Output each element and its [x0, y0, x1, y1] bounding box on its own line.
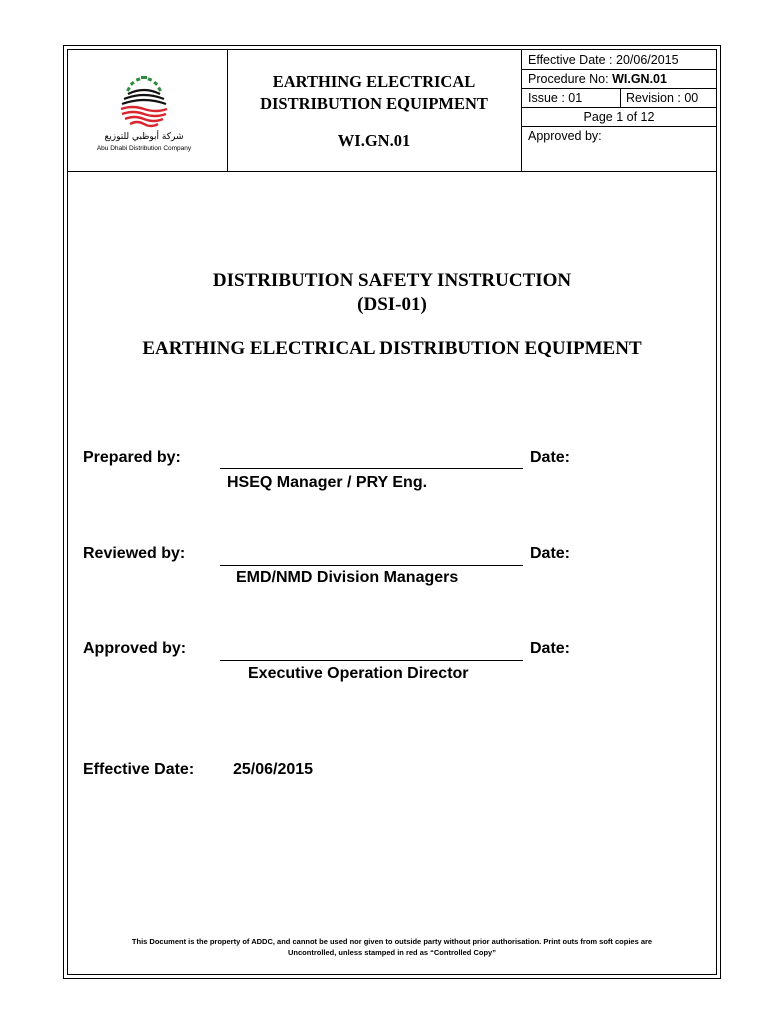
prepared-by-signature-line — [220, 468, 523, 469]
meta-procedure-label: Procedure No: — [528, 72, 613, 86]
meta-issue: Issue : 01 — [528, 91, 583, 105]
prepared-by-label: Prepared by: — [83, 449, 181, 466]
header-bottom-rule — [67, 171, 717, 172]
meta-rule-4 — [521, 126, 717, 127]
meta-rule-2 — [521, 88, 717, 89]
meta-procedure — [528, 72, 667, 86]
effective-date-label: Effective Date: — [83, 761, 195, 778]
effective-date-value: 25/06/2015 — [233, 761, 314, 778]
footer-disclaimer-line2: Uncontrolled, unless stamped in red as “Controlled Copy” — [288, 948, 496, 957]
meta-approved-by: Approved by: — [528, 129, 602, 143]
approved-by-label: Approved by: — [83, 640, 187, 657]
meta-rule-1 — [521, 69, 717, 70]
header-doc-code: WI.GN.01 — [337, 131, 411, 150]
reviewed-by-label: Reviewed by: — [83, 545, 186, 562]
approved-by-signature-line — [220, 660, 523, 661]
footer-disclaimer-line1: This Document is the property of ADDC, and cannot be used nor given to outside party without prior authorisation. Print outs from soft copies are — [131, 937, 653, 946]
meta-rule-3 — [521, 107, 717, 108]
company-name-english: Abu Dhabi Distribution Company — [96, 145, 192, 152]
doc-title-line2: (DSI-01) — [357, 294, 427, 315]
header-title-line2: DISTRIBUTION EQUIPMENT — [260, 94, 488, 113]
reviewed-date-label: Date: — [530, 545, 571, 562]
meta-issue-divider — [620, 88, 621, 107]
doc-title-line1: DISTRIBUTION SAFETY INSTRUCTION — [212, 270, 572, 291]
company-logo — [84, 72, 204, 162]
company-name-arabic: شركة أبوظبي للتوزيع — [104, 132, 184, 142]
meta-page: Page 1 of 12 — [583, 110, 655, 124]
approved-date-label: Date: — [530, 640, 571, 657]
addc-emblem-icon — [84, 72, 204, 132]
meta-procedure-number: WI.GN.01 — [612, 72, 667, 86]
doc-title-line3: EARTHING ELECTRICAL DISTRIBUTION EQUIPMENT — [142, 338, 642, 359]
reviewed-by-signature-line — [220, 565, 523, 566]
meta-revision: Revision : 00 — [626, 91, 699, 105]
meta-effective-date: Effective Date : 20/06/2015 — [528, 53, 679, 67]
page-border-inner — [67, 49, 717, 975]
prepared-by-role: HSEQ Manager / PRY Eng. — [227, 474, 428, 491]
prepared-date-label: Date: — [530, 449, 571, 466]
approved-by-role: Executive Operation Director — [248, 665, 469, 682]
header-title-line1: EARTHING ELECTRICAL — [272, 72, 476, 91]
reviewed-by-role: EMD/NMD Division Managers — [236, 569, 459, 586]
